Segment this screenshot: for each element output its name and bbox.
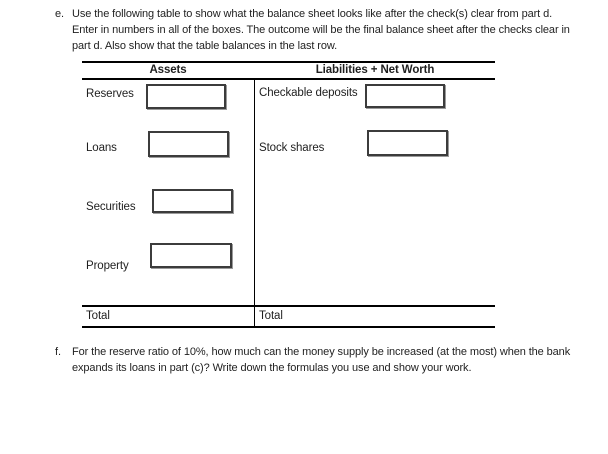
question-f-text bbox=[72, 344, 570, 376]
stock-shares-input[interactable] bbox=[367, 130, 448, 156]
reserves-input[interactable] bbox=[146, 84, 226, 109]
liabilities-total-label: Total bbox=[259, 310, 283, 322]
question-e-text bbox=[72, 6, 570, 54]
table-total-separator bbox=[82, 305, 495, 307]
loans-input[interactable] bbox=[148, 131, 229, 157]
assets-total-label: Total bbox=[86, 310, 110, 322]
question-f-line-1: For the reserve ratio of 10%, how much can the money supply be increased (at the most) when the bank bbox=[72, 346, 571, 358]
stock-shares-label: Stock shares bbox=[259, 142, 325, 154]
question-e-line-2: Enter in numbers in all of the boxes. The outcome will be the final balance sheet after the checks clear in bbox=[72, 24, 570, 36]
reserves-label: Reserves bbox=[86, 88, 134, 100]
checkable-deposits-label: Checkable deposits bbox=[259, 87, 358, 99]
assets-column-header: Assets bbox=[149, 64, 187, 76]
question-f-line-2: expands its loans in part (c)? Write down the formulas you use and show your work. bbox=[72, 362, 472, 374]
question-e-line-3: part d. Also show that the table balances in the last row. bbox=[72, 40, 338, 52]
table-column-divider bbox=[254, 78, 255, 326]
checkable-deposits-input[interactable] bbox=[365, 84, 445, 108]
property-label: Property bbox=[86, 260, 129, 272]
question-e-label: e. bbox=[55, 8, 64, 20]
balance-sheet-table bbox=[82, 61, 495, 328]
question-e-line-1: Use the following table to show what the balance sheet looks like after the check(s) clear from part d. bbox=[72, 8, 553, 20]
table-bottom-border bbox=[82, 326, 495, 328]
property-input[interactable] bbox=[150, 243, 232, 268]
securities-input[interactable] bbox=[152, 189, 233, 213]
loans-label: Loans bbox=[86, 142, 117, 154]
securities-label: Securities bbox=[86, 201, 136, 213]
table-header-separator bbox=[82, 78, 495, 80]
question-f-label: f. bbox=[55, 346, 61, 358]
liabilities-column-header: Liabilities + Net Worth bbox=[315, 64, 435, 76]
